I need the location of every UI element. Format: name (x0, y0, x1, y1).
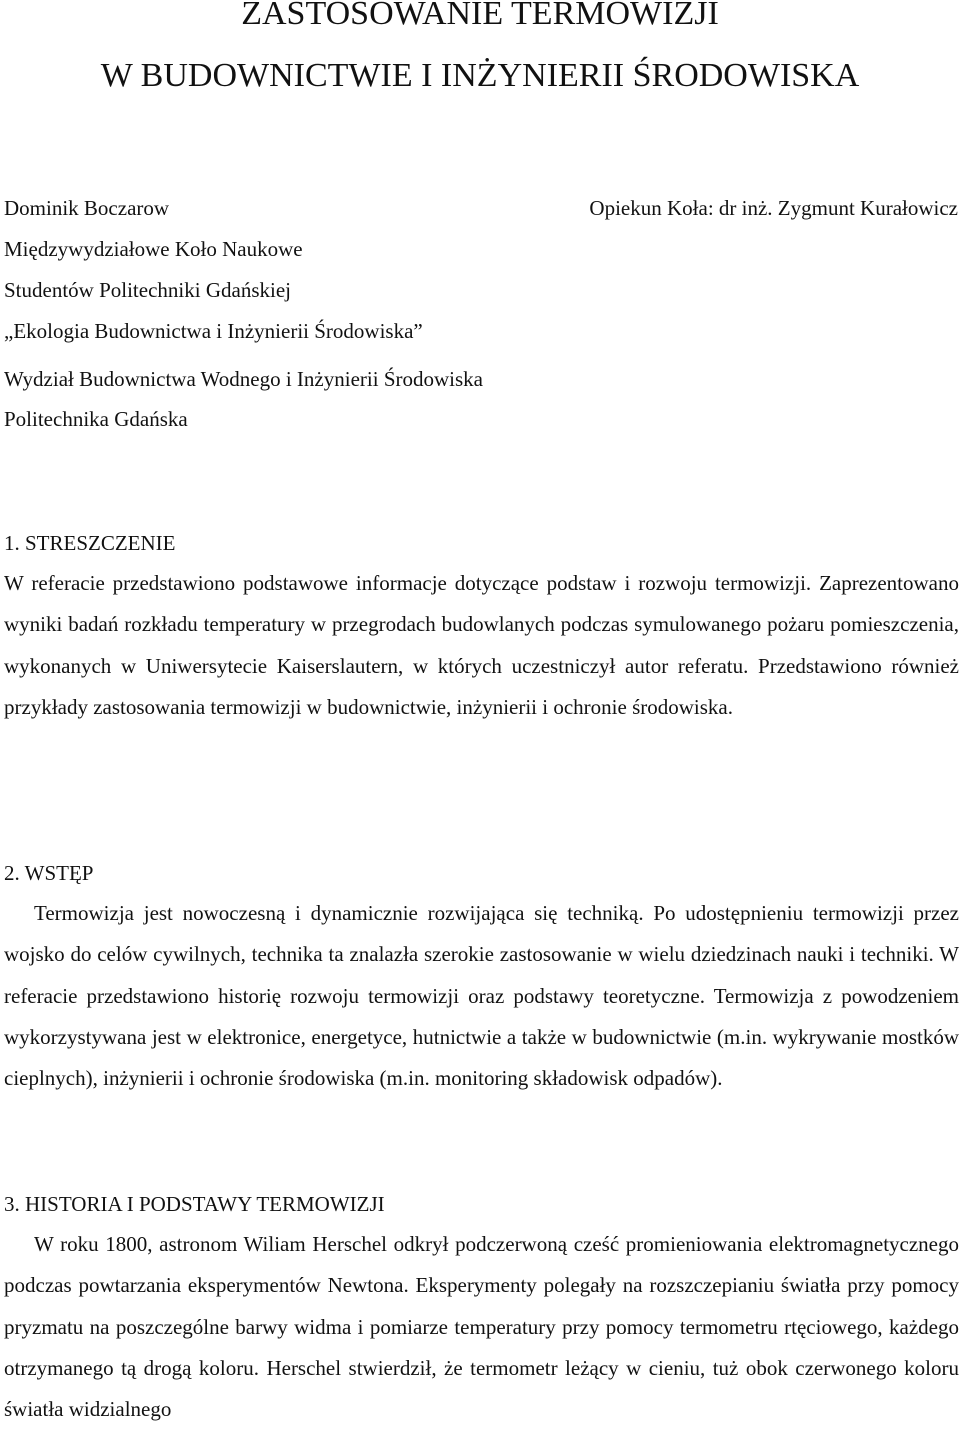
section-text: W referacie przedstawiono podstawowe informacje dotyczące podstaw i rozwoju termowizji. Zaprezentowano wyniki badań rozkładu temperatury w przegrodach budowlanych podczas symulowanego pożaru pomieszczenia, wykonanych w Uniwersytecie Kaiserslautern, w których uczestniczył autor referatu. Przedstawiono również przykłady zastosowania termowizji w budownictwie, inżynierii i ochronie środowiska. (4, 571, 959, 719)
affiliation-line: Międzywydziałowe Koło Naukowe (4, 237, 303, 261)
affiliation-line: „Ekologia Budownictwa i Inżynierii Środowiska” (4, 319, 423, 343)
affiliation-line: Politechnika Gdańska (4, 407, 188, 431)
affiliation-line: Wydział Budownictwa Wodnego i Inżynierii Środowiska (4, 367, 483, 391)
section-text: W roku 1800, astronom Wiliam Herschel odkrył podczerwoną cześć promieniowania elektromagnetycznego podczas powtarzania eksperymentów Newtona. Eksperymenty polegały na rozszczepianiu światła przy pomocy pryzmatu na poszczególne barwy widma i pomiarze temperatury przy pomocy termometru rtęciowego, każdego otrzymanego tą drogą koloru. Herschel stwierdził, że termometr leżący w cieniu, tuż obok czerwonego koloru światła widzialnego (4, 1232, 959, 1422)
affiliation-line: Studentów Politechniki Gdańskiej (4, 278, 291, 302)
title-line-2: W BUDOWNICTWIE I INŻYNIERII ŚRODOWISKA (100, 57, 860, 94)
supervisor: Opiekun Koła: dr inż. Zygmunt Kurałowicz (589, 196, 958, 220)
section-heading: 1. STRESZCZENIE (4, 531, 176, 555)
author-name: Dominik Boczarow (4, 196, 170, 220)
section-heading: 3. HISTORIA I PODSTAWY TERMOWIZJI (4, 1192, 385, 1216)
section-text: Termowizja jest nowoczesną i dynamicznie rozwijająca się techniką. Po udostępnieniu termowizji przez wojsko do celów cywilnych, technika ta znalazła szerokie zastosowanie w wielu dziedzinach nauki i techniki. W referacie przedstawiono historię rozwoju termowizji oraz podstawy teoretyczne. Termowizja z powodzeniem wykorzystywana jest w elektronice, energetyce, hutnictwie a także w budownictwie (m.in. wykrywanie mostków cieplnych), inżynierii i ochronie środowiska (m.in. monitoring składowisk odpadów). (4, 901, 959, 1091)
title-line-1: ZASTOSOWANIE TERMOWIZJI (241, 0, 719, 32)
section-heading: 2. WSTĘP (4, 861, 94, 885)
